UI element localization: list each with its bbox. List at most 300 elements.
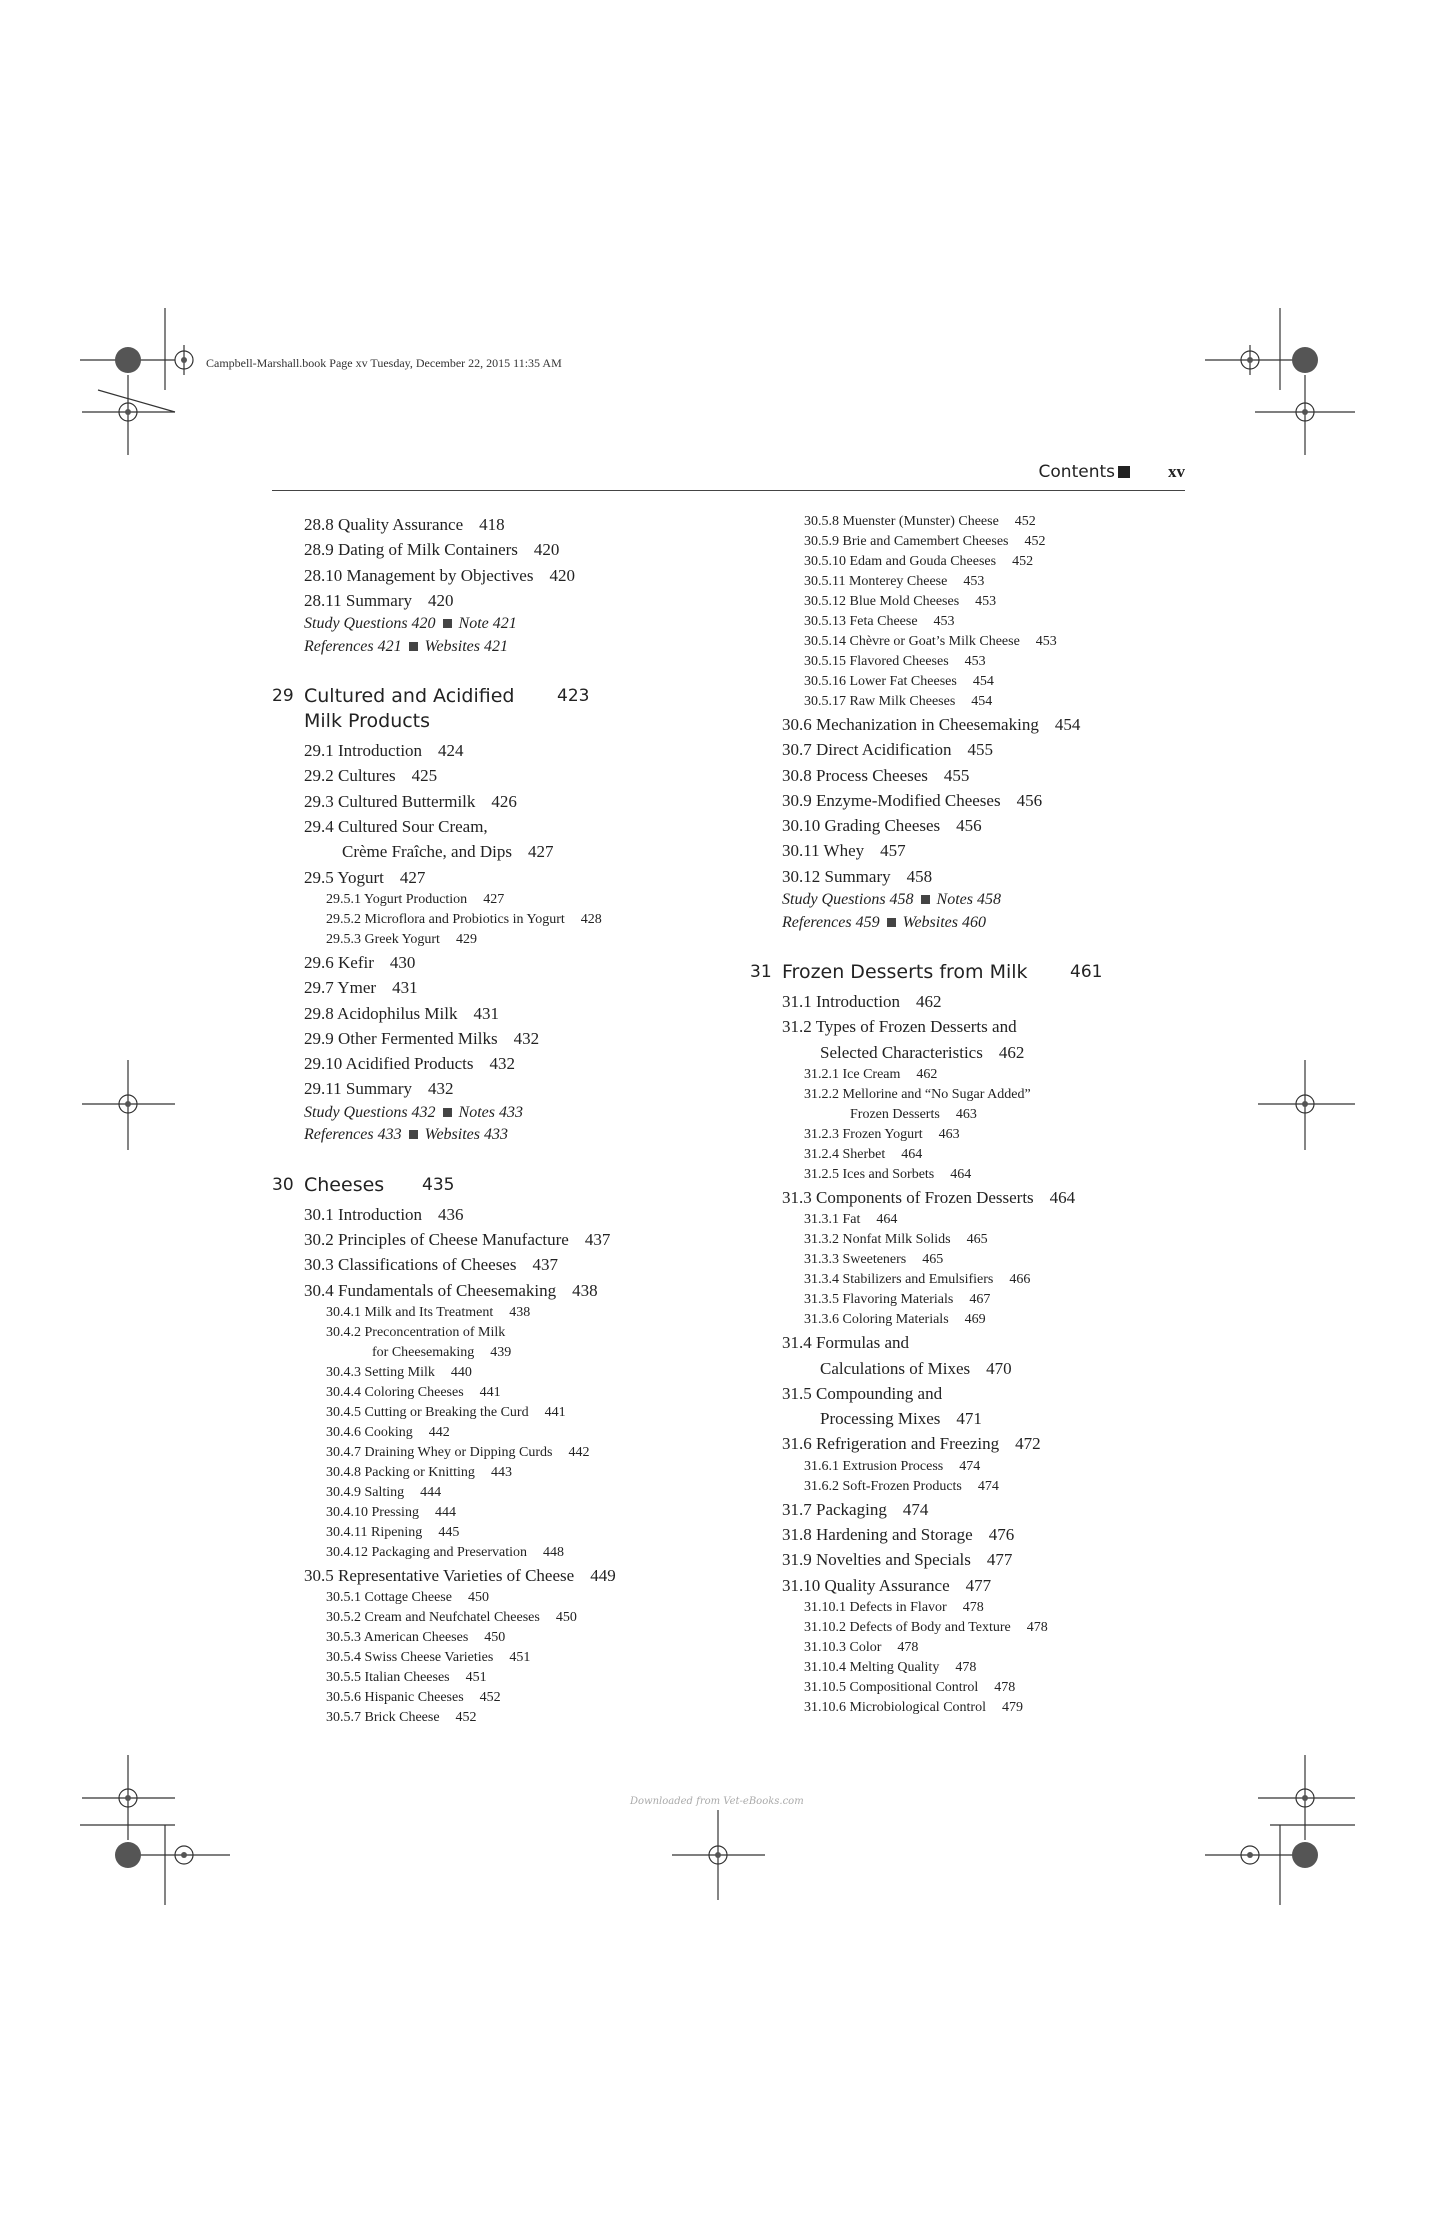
entry-title: 30.5.6 Hispanic Cheeses bbox=[326, 1690, 464, 1706]
entry-title: 30.4.10 Pressing bbox=[326, 1504, 419, 1520]
toc-entry bbox=[750, 1573, 1210, 1598]
end-matter-item: Websites 460 bbox=[902, 913, 986, 931]
toc-subentry bbox=[272, 1688, 727, 1708]
entry-title: 30.8 Process Cheeses bbox=[782, 765, 928, 785]
entry-page: 452 bbox=[1012, 554, 1034, 569]
entry-page: 418 bbox=[479, 515, 505, 534]
entry-title-cont: Selected Characteristics bbox=[820, 1042, 983, 1062]
toc-subentry bbox=[272, 1543, 727, 1563]
entry-page: 474 bbox=[959, 1458, 981, 1474]
entry-page: 454 bbox=[971, 694, 993, 709]
entry-page: 443 bbox=[490, 1464, 512, 1480]
entry-title: 30.3 Classifications of Cheeses bbox=[304, 1255, 517, 1275]
toc-subentry bbox=[750, 1065, 1210, 1085]
entry-title: 29.5 Yogurt bbox=[304, 867, 384, 887]
toc-column-left bbox=[272, 512, 727, 1728]
entry-page: 452 bbox=[1024, 534, 1046, 549]
entry-title: 30.5.13 Feta Cheese bbox=[804, 614, 918, 629]
entry-title: 31.9 Novelties and Specials bbox=[782, 1550, 971, 1570]
entry-page: 465 bbox=[922, 1252, 944, 1268]
entry-title: 30.4.1 Milk and Its Treatment bbox=[326, 1304, 494, 1320]
toc-entry bbox=[750, 1330, 1210, 1381]
entry-title: 30.10 Grading Cheeses bbox=[782, 816, 941, 836]
entry-title: 29.9 Other Fermented Milks bbox=[304, 1028, 498, 1048]
entry-page: 431 bbox=[473, 1003, 499, 1023]
entry-page: 452 bbox=[479, 1690, 501, 1706]
watermark: Downloaded from Vet-eBooks.com bbox=[630, 1796, 804, 1807]
entry-title-cont: for Cheesemaking bbox=[372, 1344, 475, 1360]
toc-subentry bbox=[750, 632, 1210, 652]
entry-title: 30.5.7 Brick Cheese bbox=[326, 1710, 440, 1726]
toc-subentry bbox=[272, 1588, 727, 1608]
toc-subentry bbox=[272, 1423, 727, 1443]
toc-entry bbox=[272, 1563, 727, 1588]
toc-subentry bbox=[750, 1638, 1210, 1658]
entry-page: 478 bbox=[955, 1659, 977, 1675]
toc-subentry bbox=[750, 512, 1210, 532]
entry-page: 464 bbox=[901, 1146, 923, 1162]
entry-page: 441 bbox=[544, 1404, 566, 1420]
entry-title: 30.5.4 Swiss Cheese Varieties bbox=[326, 1650, 494, 1666]
toc-subentry bbox=[750, 612, 1210, 632]
toc-subentry bbox=[750, 1125, 1210, 1145]
entry-title: 31.3.4 Stabilizers and Emulsifiers bbox=[804, 1272, 994, 1288]
toc-entry bbox=[750, 1014, 1210, 1065]
entry-page: 427 bbox=[483, 891, 505, 907]
entry-page: 477 bbox=[986, 1550, 1013, 1570]
toc-entry bbox=[272, 814, 727, 865]
entry-title: 30.4.3 Setting Milk bbox=[326, 1364, 435, 1380]
end-matter-item: Notes 458 bbox=[936, 891, 1001, 909]
square-bullet-icon bbox=[1118, 466, 1130, 478]
entry-page: 426 bbox=[491, 791, 517, 811]
chapter-heading bbox=[750, 960, 1210, 985]
entry-title: 29.10 Acidified Products bbox=[304, 1054, 474, 1074]
toc-entry bbox=[750, 1185, 1210, 1210]
end-matter-item: Study Questions 458 bbox=[782, 891, 914, 909]
entry-page: 469 bbox=[964, 1312, 986, 1328]
chapter-heading bbox=[272, 1173, 727, 1198]
toc-entry bbox=[750, 1522, 1210, 1547]
toc-subentry bbox=[272, 1363, 727, 1383]
entry-title: 31.10.6 Microbiological Control bbox=[804, 1699, 986, 1715]
toc-entry bbox=[272, 738, 727, 763]
entry-page: 478 bbox=[897, 1639, 919, 1655]
toc-entry bbox=[272, 950, 727, 975]
toc-entry bbox=[750, 788, 1210, 813]
square-bullet-icon bbox=[887, 918, 896, 927]
entry-title: 31.5 Compounding and bbox=[782, 1383, 943, 1403]
entry-title: 29.1 Introduction bbox=[304, 741, 423, 761]
entry-page: 449 bbox=[590, 1565, 616, 1585]
toc-entry bbox=[272, 1227, 727, 1252]
entry-title: 31.2 Types of Frozen Desserts and bbox=[782, 1017, 1017, 1037]
toc-subentry bbox=[750, 672, 1210, 692]
end-matter-line bbox=[272, 1102, 727, 1125]
entry-title: 30.5.12 Blue Mold Cheeses bbox=[804, 594, 960, 609]
square-bullet-icon bbox=[443, 619, 452, 628]
entry-title: 29.6 Kefir bbox=[304, 952, 374, 972]
entry-page: 462 bbox=[916, 992, 942, 1012]
entry-page: 448 bbox=[543, 1544, 565, 1560]
entry-page: 437 bbox=[532, 1255, 558, 1275]
entry-page: 445 bbox=[438, 1524, 460, 1540]
entry-page: 450 bbox=[467, 1590, 489, 1606]
chapter-number: 31 bbox=[750, 962, 772, 983]
end-matter-item: Study Questions 432 bbox=[304, 1103, 436, 1121]
toc-subentry bbox=[272, 1648, 727, 1668]
entry-page: 427 bbox=[527, 842, 554, 862]
toc-subentry bbox=[750, 532, 1210, 552]
chapter-page: 435 bbox=[422, 1174, 455, 1195]
entry-title: 31.6 Refrigeration and Freezing bbox=[782, 1434, 1000, 1454]
entry-page: 464 bbox=[950, 1166, 972, 1182]
entry-page: 436 bbox=[438, 1204, 464, 1224]
end-matter-line bbox=[750, 912, 1210, 935]
entry-title: 30.9 Enzyme-Modified Cheeses bbox=[782, 790, 1001, 810]
entry-title: 29.5.2 Microflora and Probiotics in Yogurt bbox=[326, 911, 565, 927]
toc-entry bbox=[750, 1547, 1210, 1572]
toc-entry bbox=[272, 1026, 727, 1051]
entry-page: 427 bbox=[399, 867, 426, 887]
toc-subentry bbox=[750, 1457, 1210, 1477]
entry-title: 30.4.6 Cooking bbox=[326, 1424, 413, 1440]
end-matter-item: Study Questions 420 bbox=[304, 615, 436, 633]
entry-page: 451 bbox=[465, 1670, 487, 1686]
entry-page: 431 bbox=[392, 978, 418, 998]
chapter-title: Frozen Desserts from Milk bbox=[782, 961, 1028, 984]
entry-page: 456 bbox=[1016, 790, 1043, 810]
entry-page: 453 bbox=[1035, 634, 1057, 649]
end-matter-item: References 459 bbox=[782, 913, 880, 931]
entry-title-cont: Processing Mixes bbox=[820, 1409, 941, 1429]
entry-page: 463 bbox=[955, 1106, 977, 1122]
entry-title: 31.3.5 Flavoring Materials bbox=[804, 1292, 954, 1308]
toc-subentry bbox=[272, 1323, 727, 1363]
entry-page: 474 bbox=[977, 1478, 999, 1494]
entry-page: 467 bbox=[969, 1292, 991, 1308]
entry-page: 452 bbox=[1014, 514, 1036, 529]
toc-subentry bbox=[272, 1483, 727, 1503]
entry-title: 30.5.9 Brie and Camembert Cheeses bbox=[804, 534, 1009, 549]
toc-subentry bbox=[750, 572, 1210, 592]
chapter-page: 423 bbox=[557, 686, 590, 707]
entry-page: 462 bbox=[998, 1042, 1025, 1062]
entry-title: 30.4.12 Packaging and Preservation bbox=[326, 1544, 528, 1560]
entry-title: 30.4.5 Cutting or Breaking the Curd bbox=[326, 1404, 529, 1420]
entry-title: 31.10.2 Defects of Body and Texture bbox=[804, 1619, 1011, 1635]
end-matter-line bbox=[750, 889, 1210, 912]
toc-subentry bbox=[750, 1230, 1210, 1250]
toc-subentry bbox=[750, 1618, 1210, 1638]
entry-title-cont: Calculations of Mixes bbox=[820, 1358, 971, 1378]
toc-subentry bbox=[750, 1310, 1210, 1330]
entry-title: 30.2 Principles of Cheese Manufacture bbox=[304, 1230, 569, 1250]
entry-title: 30.4.4 Coloring Cheeses bbox=[326, 1384, 464, 1400]
end-matter-item: Notes 433 bbox=[458, 1103, 523, 1121]
toc-entry bbox=[272, 588, 727, 613]
toc-entry bbox=[750, 1381, 1210, 1432]
toc-subentry bbox=[272, 1523, 727, 1543]
entry-title: 29.3 Cultured Buttermilk bbox=[304, 791, 476, 811]
entry-title: 30.5.15 Flavored Cheeses bbox=[804, 654, 949, 669]
entry-title: 28.11 Summary bbox=[304, 590, 412, 610]
entry-title: 31.3.2 Nonfat Milk Solids bbox=[804, 1232, 951, 1248]
entry-title: 28.10 Management by Objectives bbox=[304, 565, 534, 585]
entry-title: 30.5.10 Edam and Gouda Cheeses bbox=[804, 554, 997, 569]
entry-title: 30.4.9 Salting bbox=[326, 1484, 405, 1500]
entry-page: 438 bbox=[509, 1304, 531, 1320]
entry-title: 30.12 Summary bbox=[782, 866, 891, 886]
entry-page: 478 bbox=[1026, 1619, 1048, 1635]
toc-subentry bbox=[750, 1085, 1210, 1125]
toc-subentry bbox=[272, 1668, 727, 1688]
entry-title: 31.4 Formulas and bbox=[782, 1333, 910, 1353]
entry-title: 30.5.17 Raw Milk Cheeses bbox=[804, 694, 956, 709]
page-number: xv bbox=[1168, 462, 1185, 481]
entry-page: 424 bbox=[438, 741, 464, 761]
entry-page: 441 bbox=[479, 1384, 501, 1400]
entry-title: 31.10 Quality Assurance bbox=[782, 1575, 950, 1595]
square-bullet-icon bbox=[921, 895, 930, 904]
entry-title-cont: Frozen Desserts bbox=[850, 1106, 940, 1122]
toc-entry bbox=[750, 712, 1210, 737]
entry-page: 425 bbox=[411, 766, 438, 786]
toc-subentry bbox=[750, 1210, 1210, 1230]
entry-title: 31.2.2 Mellorine and “No Sugar Added” bbox=[804, 1086, 1031, 1102]
entry-title: 31.1 Introduction bbox=[782, 992, 901, 1012]
toc-subentry bbox=[750, 552, 1210, 572]
toc-subentry bbox=[750, 1658, 1210, 1678]
toc-entry bbox=[750, 763, 1210, 788]
toc-subentry bbox=[750, 692, 1210, 712]
entry-title: 30.4 Fundamentals of Cheesemaking bbox=[304, 1280, 557, 1300]
entry-page: 454 bbox=[972, 674, 994, 689]
entry-page: 472 bbox=[1015, 1434, 1041, 1454]
entry-title: 31.3.1 Fat bbox=[804, 1212, 861, 1228]
entry-title: 31.6.2 Soft-Frozen Products bbox=[804, 1478, 962, 1494]
toc-entry bbox=[750, 1497, 1210, 1522]
entry-title: 30.5.14 Chèvre or Goat’s Milk Cheese bbox=[804, 634, 1020, 649]
toc-subentry bbox=[750, 1290, 1210, 1310]
entry-page: 428 bbox=[580, 911, 602, 927]
entry-page: 476 bbox=[988, 1525, 1015, 1545]
entry-title: 29.5.3 Greek Yogurt bbox=[326, 931, 440, 947]
entry-title: 31.10.1 Defects in Flavor bbox=[804, 1599, 947, 1615]
entry-page: 429 bbox=[455, 931, 477, 947]
end-matter-item: References 433 bbox=[304, 1126, 402, 1144]
entry-title: 31.10.4 Melting Quality bbox=[804, 1659, 940, 1675]
toc-subentry bbox=[272, 1463, 727, 1483]
end-matter-item: Websites 433 bbox=[424, 1126, 508, 1144]
entry-title: 30.4.2 Preconcentration of Milk bbox=[326, 1324, 506, 1340]
end-matter-line bbox=[272, 636, 727, 659]
toc-subentry bbox=[272, 1503, 727, 1523]
entry-page: 464 bbox=[1049, 1187, 1076, 1207]
toc-entry bbox=[272, 1001, 727, 1026]
entry-page: 440 bbox=[450, 1364, 472, 1380]
entry-page: 432 bbox=[489, 1054, 516, 1074]
entry-title: 31.3.3 Sweeteners bbox=[804, 1252, 907, 1268]
entry-title: 30.5.1 Cottage Cheese bbox=[326, 1590, 452, 1606]
toc-entry bbox=[750, 838, 1210, 863]
end-matter-line bbox=[272, 1124, 727, 1147]
entry-page: 432 bbox=[513, 1028, 540, 1048]
toc-entry bbox=[272, 763, 727, 788]
entry-page: 470 bbox=[986, 1358, 1012, 1378]
toc-subentry bbox=[750, 1165, 1210, 1185]
entry-title: 30.11 Whey bbox=[782, 841, 865, 861]
entry-title: 31.2.4 Sherbet bbox=[804, 1146, 886, 1162]
entry-page: 454 bbox=[1054, 715, 1081, 734]
entry-page: 432 bbox=[427, 1079, 454, 1099]
toc-entry bbox=[272, 975, 727, 1000]
entry-page: 444 bbox=[434, 1504, 456, 1520]
entry-title: 31.6.1 Extrusion Process bbox=[804, 1458, 944, 1474]
entry-title: 31.3.6 Coloring Materials bbox=[804, 1312, 949, 1328]
toc-subentry bbox=[272, 1628, 727, 1648]
toc-subentry bbox=[272, 1608, 727, 1628]
entry-title: 29.8 Acidophilus Milk bbox=[304, 1003, 458, 1023]
chapter-title: Cheeses bbox=[304, 1173, 385, 1196]
toc-entry bbox=[272, 563, 727, 588]
toc-subentry bbox=[750, 1477, 1210, 1497]
entry-title: 31.10.5 Compositional Control bbox=[804, 1679, 979, 1695]
print-slug: Campbell-Marshall.book Page xv Tuesday, December 22, 2015 11:35 AM bbox=[206, 356, 562, 370]
entry-page: 458 bbox=[906, 866, 933, 886]
entry-title: 29.11 Summary bbox=[304, 1079, 412, 1099]
entry-page: 444 bbox=[420, 1484, 442, 1500]
entry-title: 28.9 Dating of Milk Containers bbox=[304, 540, 518, 560]
entry-title: 30.4.11 Ripening bbox=[326, 1524, 423, 1540]
entry-title: 30.5.11 Monterey Cheese bbox=[804, 574, 948, 589]
entry-page: 451 bbox=[509, 1650, 531, 1666]
toc-entry bbox=[750, 737, 1210, 762]
entry-page: 439 bbox=[490, 1344, 512, 1360]
square-bullet-icon bbox=[443, 1108, 452, 1117]
entry-page: 456 bbox=[956, 816, 982, 836]
toc-entry bbox=[750, 989, 1210, 1014]
toc-entry bbox=[272, 789, 727, 814]
toc-entry bbox=[750, 1431, 1210, 1456]
toc-subentry bbox=[750, 592, 1210, 612]
entry-title: 30.5.2 Cream and Neufchatel Cheeses bbox=[326, 1610, 540, 1626]
entry-title: 29.2 Cultures bbox=[304, 766, 396, 786]
entry-title: 31.7 Packaging bbox=[782, 1499, 887, 1519]
toc-entry bbox=[272, 1278, 727, 1303]
entry-title: 28.8 Quality Assurance bbox=[304, 515, 464, 534]
running-head bbox=[272, 462, 1185, 491]
entry-page: 463 bbox=[938, 1126, 960, 1142]
end-matter-item: Note 421 bbox=[458, 615, 517, 633]
entry-title: 29.7 Ymer bbox=[304, 978, 377, 998]
toc-entry bbox=[272, 537, 727, 562]
entry-page: 453 bbox=[933, 614, 955, 629]
entry-page: 462 bbox=[916, 1066, 938, 1082]
entry-page: 471 bbox=[956, 1409, 982, 1429]
toc-subentry bbox=[272, 1708, 727, 1728]
entry-title: 30.6 Mechanization in Cheesemaking bbox=[782, 715, 1039, 734]
toc-entry bbox=[750, 864, 1210, 889]
entry-title: 30.4.8 Packing or Knitting bbox=[326, 1464, 475, 1480]
entry-title: 31.2.3 Frozen Yogurt bbox=[804, 1126, 923, 1142]
chapter-number: 30 bbox=[272, 1174, 294, 1195]
entry-page: 438 bbox=[572, 1280, 598, 1300]
entry-title: 30.5.16 Lower Fat Cheeses bbox=[804, 674, 957, 689]
toc-entry bbox=[272, 1051, 727, 1076]
entry-page: 450 bbox=[484, 1630, 506, 1646]
entry-page: 430 bbox=[389, 952, 416, 972]
running-head-title: Contents bbox=[1038, 462, 1115, 482]
entry-title: 29.5.1 Yogurt Production bbox=[326, 891, 468, 907]
entry-page: 420 bbox=[427, 590, 454, 610]
entry-page: 474 bbox=[902, 1499, 929, 1519]
toc-entry bbox=[272, 865, 727, 890]
toc-subentry bbox=[750, 1250, 1210, 1270]
toc-subentry bbox=[750, 1698, 1210, 1718]
chapter-page: 461 bbox=[1070, 962, 1103, 983]
entry-page: 455 bbox=[967, 740, 993, 760]
entry-page: 442 bbox=[568, 1444, 590, 1460]
entry-title: 31.3 Components of Frozen Desserts bbox=[782, 1187, 1034, 1207]
entry-page: 466 bbox=[1009, 1272, 1031, 1288]
toc-subentry bbox=[750, 1270, 1210, 1290]
entry-title: 30.4.7 Draining Whey or Dipping Curds bbox=[326, 1444, 553, 1460]
toc-subentry bbox=[750, 1598, 1210, 1618]
toc-subentry bbox=[272, 910, 727, 930]
toc-entry bbox=[272, 512, 727, 537]
square-bullet-icon bbox=[409, 642, 418, 651]
entry-title: 30.5.8 Muenster (Munster) Cheese bbox=[804, 514, 999, 529]
toc-subentry bbox=[750, 1678, 1210, 1698]
toc-subentry bbox=[272, 890, 727, 910]
entry-title: 31.2.5 Ices and Sorbets bbox=[804, 1166, 935, 1182]
end-matter-line bbox=[272, 613, 727, 636]
toc-subentry bbox=[272, 1383, 727, 1403]
entry-page: 457 bbox=[880, 841, 906, 861]
entry-page: 477 bbox=[965, 1575, 992, 1595]
toc-subentry bbox=[272, 1403, 727, 1423]
entry-page: 450 bbox=[555, 1610, 577, 1626]
toc-subentry bbox=[272, 930, 727, 950]
entry-page: 437 bbox=[584, 1230, 611, 1250]
entry-title: 30.7 Direct Acidification bbox=[782, 740, 952, 760]
chapter-number: 29 bbox=[272, 686, 294, 707]
entry-page: 465 bbox=[966, 1232, 988, 1248]
entry-title: 30.1 Introduction bbox=[304, 1204, 423, 1224]
toc-subentry bbox=[750, 652, 1210, 672]
toc-subentry bbox=[272, 1443, 727, 1463]
end-matter-item: Websites 421 bbox=[424, 637, 508, 655]
entry-page: 420 bbox=[549, 565, 575, 585]
toc-entry bbox=[272, 1202, 727, 1227]
entry-title-cont: Crème Fraîche, and Dips bbox=[342, 842, 512, 862]
entry-page: 478 bbox=[962, 1599, 984, 1615]
entry-title: 29.4 Cultured Sour Cream, bbox=[304, 817, 488, 837]
toc-entry bbox=[750, 813, 1210, 838]
entry-title: 30.5.3 American Cheeses bbox=[326, 1630, 469, 1646]
entry-page: 452 bbox=[455, 1710, 477, 1726]
entry-title: 30.5.5 Italian Cheeses bbox=[326, 1670, 450, 1686]
entry-page: 479 bbox=[1001, 1699, 1023, 1715]
entry-page: 455 bbox=[943, 765, 970, 785]
square-bullet-icon bbox=[409, 1130, 418, 1139]
entry-title: 31.2.1 Ice Cream bbox=[804, 1066, 901, 1082]
entry-page: 453 bbox=[975, 594, 997, 609]
entry-page: 464 bbox=[876, 1212, 898, 1228]
entry-title: 31.8 Hardening and Storage bbox=[782, 1525, 973, 1545]
entry-page: 442 bbox=[428, 1424, 450, 1440]
